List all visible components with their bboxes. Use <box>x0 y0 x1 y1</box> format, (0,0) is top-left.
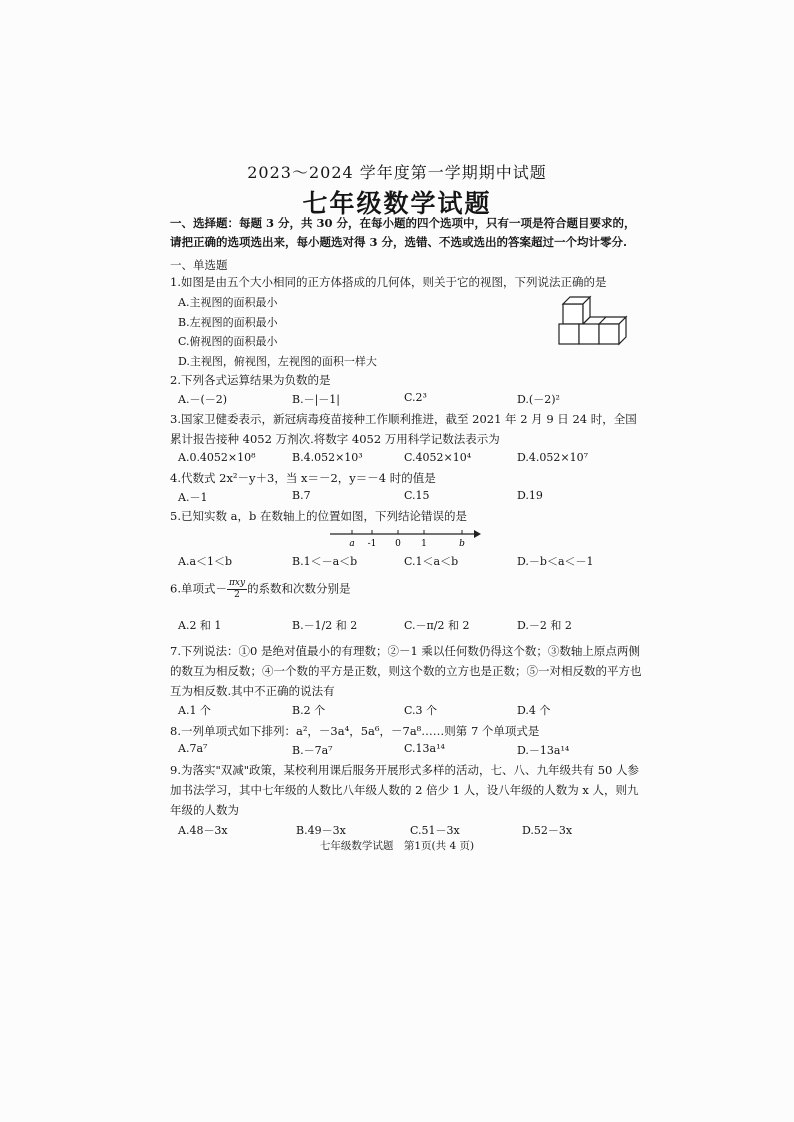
question-8-option-d: D.－13a¹⁴ <box>517 744 570 757</box>
number-line <box>328 524 482 548</box>
section-instructions: 一、选择题：每题 3 分，共 30 分，在每小题的四个选项中，只有一项是符合题目要求的，请把正确的选项选出来，每小题选对得 3 分，选错、不选或选出的答案超过一个均计零分. <box>170 216 636 249</box>
section-label: 一、单选题 <box>170 258 228 272</box>
question-7-option-d: D.4 个 <box>517 704 551 717</box>
question-4-option-a: A.－1 <box>178 491 208 504</box>
question-5-option-a: A.a＜1＜b <box>178 555 233 568</box>
question-6-option-d: D.－2 和 2 <box>517 619 572 632</box>
question-6-option-b: B.－1/2 和 2 <box>292 619 358 632</box>
question-3-option-c: C.4052×10⁴ <box>404 451 472 464</box>
question-6-option-c: C.－π/2 和 2 <box>404 619 470 632</box>
question-7-option-c: C.3 个 <box>404 704 438 717</box>
question-9-option-d: D.52－3x <box>522 824 573 837</box>
exam-term: 2023～2024 学年度第一学期期中试题 <box>247 163 547 182</box>
question-3-option-b: B.4.052×10³ <box>292 451 363 464</box>
question-9-option-b: B.49－3x <box>296 824 346 837</box>
question-7-option-a: A.1 个 <box>178 704 211 717</box>
question-9-stem: 9.为落实"双减"政策，某校利用课后服务开展形式多样的活动，七、八、九年级共有 50 人参加书法学习，其中七年级的人数比八年级人数的 2 倍少 1 人，设八年级的人数为 x 人，则九年级的人数为 <box>170 763 639 817</box>
page-footer: 七年级数学试题 第1页(共 4 页) <box>319 840 475 852</box>
question-2-option-c: C.2³ <box>404 391 427 404</box>
question-3-option-d: D.4.052×10⁷ <box>517 451 589 464</box>
question-5-stem: 5.已知实数 a，b 在数轴上的位置如图，下列结论错误的是 <box>170 509 467 523</box>
question-4-option-d: D.19 <box>517 489 543 502</box>
question-9-option-c: C.51－3x <box>410 824 460 837</box>
fraction-denominator: 2 <box>234 590 240 600</box>
question-4-option-c: C.15 <box>404 489 430 502</box>
question-6-stem-prefix: 6.单项式－ <box>170 581 227 596</box>
question-7-stem: 7.下列说法：①0 是绝对值最小的有理数；②－1 乘以任何数仍得这个数；③数轴上原点两侧的数互为相反数；④一个数的平方是正数，则这个数的立方也是正数；⑤一对相反数的平方也互为相反数.其中不正确的说法有 <box>170 644 642 698</box>
question-8-option-c: C.13a¹⁴ <box>404 742 445 755</box>
question-5-option-d: D.－b＜a＜－1 <box>517 555 594 568</box>
question-6-option-a: A.2 和 1 <box>178 619 222 632</box>
question-1-option-d: D.主视图，俯视图，左视图的面积一样大 <box>178 355 377 368</box>
exam-title: 七年级数学试题 <box>302 189 492 218</box>
question-7-option-b: B.2 个 <box>292 704 326 717</box>
question-6-stem <box>170 578 351 601</box>
question-8-option-b: B.－7a⁷ <box>292 744 333 757</box>
cube-figure <box>555 290 635 346</box>
question-1-stem: 1.如图是由五个大小相同的正方体搭成的几何体，则关于它的视图，下列说法正确的是 <box>170 275 607 289</box>
question-3-option-a: A.0.4052×10⁸ <box>178 451 256 464</box>
question-8-stem: 8.一列单项式如下排列：a²，－3a⁴，5a⁶，－7a⁸……则第 7 个单项式是 <box>170 724 540 738</box>
question-2-stem: 2.下列各式运算结果为负数的是 <box>170 373 331 387</box>
question-4-option-b: B.7 <box>292 489 311 502</box>
question-9-option-a: A.48－3x <box>178 824 228 837</box>
question-2-option-d: D.(－2)² <box>517 393 560 406</box>
question-2-option-b: B.－|－1| <box>292 393 340 406</box>
question-5-option-c: C.1＜a＜b <box>404 555 459 568</box>
fraction-numerator: πxy <box>228 578 246 588</box>
question-8-option-a: A.7a⁷ <box>178 742 208 755</box>
question-1-option-b: B.左视图的面积最小 <box>178 316 278 329</box>
question-3-stem: 3.国家卫健委表示，新冠病毒疫苗接种工作顺利推进，截至 2021 年 2 月 9 日 24 时，全国累计报告接种 4052 万剂次.将数字 4052 万用科学记数法表示为 <box>170 412 637 446</box>
question-4-stem: 4.代数式 2x²－y＋3，当 x＝－2，y＝－4 时的值是 <box>170 471 436 485</box>
number-line-label-neg1: -1 <box>367 539 377 548</box>
number-line-label-1: 1 <box>421 539 427 548</box>
question-1-option-c: C.俯视图的面积最小 <box>178 335 278 348</box>
number-line-label-b: b <box>459 539 465 548</box>
monomial-fraction <box>227 578 247 601</box>
question-2-option-a: A.－(－2) <box>178 393 228 406</box>
number-line-label-0: 0 <box>395 539 401 548</box>
question-5-option-b: B.1＜－a＜b <box>292 555 358 568</box>
question-1-option-a: A.主视图的面积最小 <box>178 296 278 309</box>
question-6-stem-suffix: 的系数和次数分别是 <box>247 581 351 596</box>
number-line-label-a: a <box>349 539 355 548</box>
